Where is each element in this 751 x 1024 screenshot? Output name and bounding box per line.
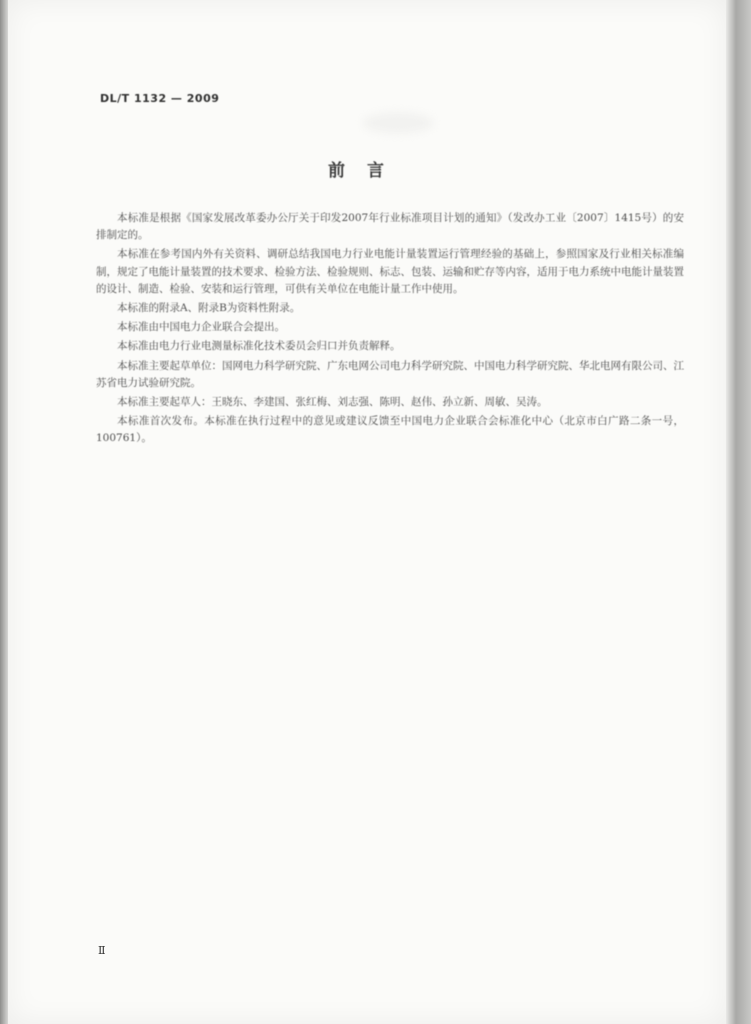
document-page — [8, 0, 726, 1024]
page-number: Ⅱ — [98, 944, 106, 957]
scan-right-edge — [726, 0, 751, 1024]
page-title: 前言 — [328, 161, 406, 181]
paragraph: 本标准由中国电力企业联合会提出。 — [117, 321, 285, 334]
paragraph: 本标准在参考国内外有关资料、调研总结我国电力行业电能计量装置运行管理经验的基础上，参照国家及行业相关标准编制，规定了电能计量装置的技术要求、检验方法、检验规则、标志、包装、运输和贮存等内容，适用于电力系统中电能计量装置的设计、制造、检验、安装和运行管理，可供有关单位在电能计量工作中使用。 — [96, 248, 684, 295]
paragraph: 本标准是根据《国家发展改革委办公厅关于印发2007年行业标准项目计划的通知》（发改办工业〔2007〕1415号）的安排制定的。 — [96, 212, 684, 242]
scan-left-edge — [0, 0, 8, 1024]
paragraph: 本标准主要起草人：王晓东、李建国、张红梅、刘志强、陈明、赵伟、孙立新、周敏、吴涛。 — [117, 396, 548, 409]
foreword-body — [96, 210, 684, 450]
paragraph: 本标准的附录A、附录B为资料性附录。 — [117, 302, 301, 315]
document-code: DL/T 1132 — 2009 — [100, 92, 220, 105]
paragraph: 本标准主要起草单位：国网电力科学研究院、广东电网公司电力科学研究院、中国电力科学研究院、华北电网有限公司、江苏省电力试验研究院。 — [96, 359, 684, 389]
paragraph: 本标准首次发布。本标准在执行过程中的意见或建议反馈至中国电力企业联合会标准化中心（北京市白广路二条一号，100761）。 — [96, 415, 684, 445]
paragraph: 本标准由电力行业电测量标准化技术委员会归口并负责解释。 — [117, 340, 401, 353]
scan-blot — [363, 112, 433, 134]
